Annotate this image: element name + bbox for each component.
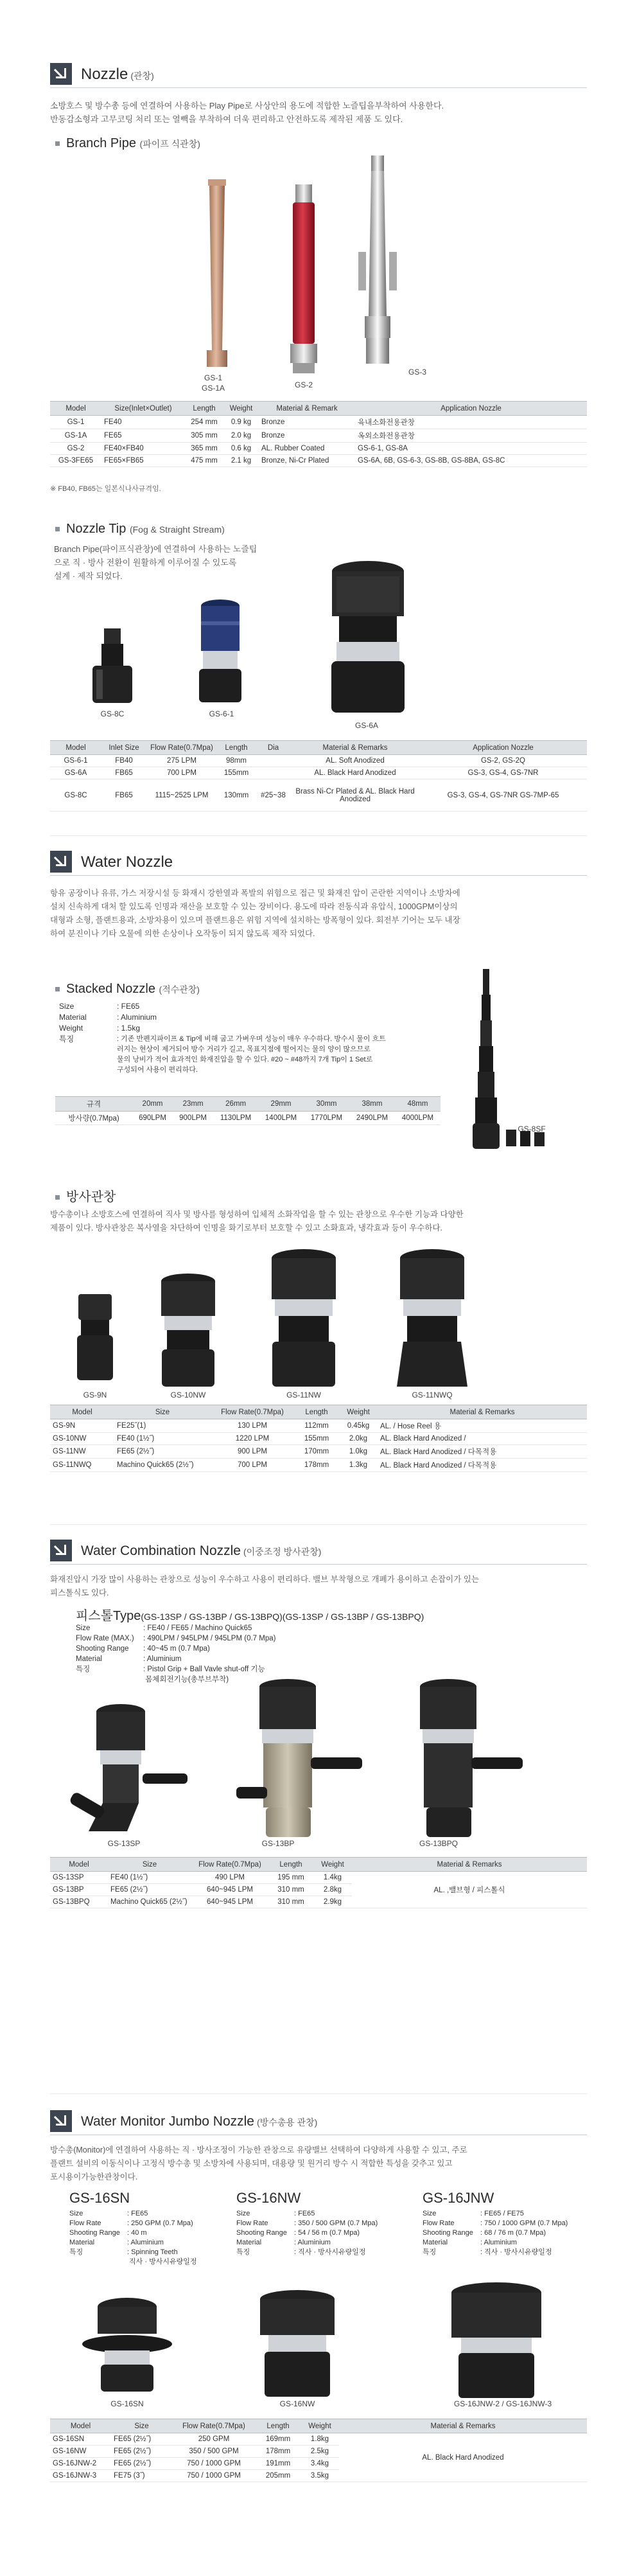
table-row: GS-1A FE65 305 mm 2.0 kg Bronze 옥외소화전용관창	[50, 429, 587, 443]
table-note: ※ FB40, FB65는 일본식나사규격임.	[50, 485, 161, 493]
section-separator	[50, 1524, 587, 1525]
combination-nozzle-section	[50, 1536, 587, 2063]
monitor-header	[50, 2106, 587, 2135]
section-title: Water Nozzle	[81, 853, 173, 871]
branch-pipe-spec-table: Model Size(Inlet×Outlet) Length Weight Material & Remark Application Nozzle GS-1 FE40 254 mm 0.9 kg Bronze 육내소화전용관창 GS-1A FE65 305 mm 2.0 kg Bronze 옥외소화전용관창 GS-2 FE40×FB40 365 mm 0.6 kg AL. Rubber Coated GS-6-1, GS-8A GS-3FE65 FE65×FB65 475 mm 2.1 kg Bronze, Ni-Cr Plated GS-6A, 6B, GS-6-3, GS-8B, GS-8BA, GS-8C	[50, 401, 587, 467]
divider	[50, 875, 587, 876]
table-row: GS-6-1 FB40 275 LPM 98mm AL. Soft Anodized GS-2, GS-2Q	[50, 755, 587, 767]
combination-spec-table: Model Size Flow Rate(0.7Mpa) Length Weight Material & Remarks GS-13SP FE40 (1½˝) 490 LPM 195 mm 1.4kg AL. ,밸브형 / 피스톨식 GS-13BP FE65 (2½˝) 640~945 LPM 310 mm 2.8kg GS-13BPQ Machino Quick65 (2½˝) 640~945 LPM 310 mm 2.9kg	[50, 1857, 587, 1908]
section-description: 항유 공장이나 유류, 가스 저장시설 등 화재시 강한열과 폭발의 위험으로 접근 및 화재진 압이 곤란한 지역이나 소방차에 설치 신속하게 대처 할 있도록 인명과 재산을 보호할 수 있는 장비이다. 용도에 따라 전동식과 유압식, 1000GPM이상의 대형과 소형, 플랜트용과, 소방차용이 있으며 플랜트용은 위험 지역에 설치하는 방폭형이 있다. 회전부 기어는 모두 내장 하여 분진이나 기타 오물에 의한 손상이나 오작동이 되지 않도록 제작 되었다.	[50, 889, 460, 938]
bangsa-title: 방사관창	[55, 1186, 116, 1205]
gs-13bp-combination-nozzle-image	[223, 1674, 371, 1841]
label-gs-16jnw: GS-16JNW-2 / GS-16JNW-3	[453, 2399, 552, 2408]
table-row: GS-16SN FE65 (2½˝) 250 GPM 169mm 1.8kg AL. Black Hard Anodized	[50, 2433, 587, 2446]
section-description: 화재진압시 가장 많이 사용하는 관창으로 성능이 우수하고 사용이 편리하다. 밸브 부착형으로 개폐가 용이하고 손잡이가 있는 피스톨식도 있다.	[50, 1575, 479, 1597]
stacked-nozzle-specs: Size : FE65 Material : Aluminium Weight : 1.5kg 특징 : 기존 반펜지파이프 & Tip에 비해 굽고 가벼우며 성능이 매우 우수하다. 방수시 물이 흐트 러지는 현상이 제거되어 방수 거리가 길고, 목표지점에 떨어지는 물의 양이 많으므로 물의 낭비가 적어 효과적인 화재진압을 할 수 있다. #20 ~ #48까지 7개 Tip이 1 Set로 구성되어 사용이 편리하다.	[59, 1002, 386, 1074]
gs-16jnw-monitor-nozzle-image	[435, 2280, 557, 2402]
gs-1-branch-pipe-image	[198, 178, 236, 371]
label-gs-11nwq: GS-11NWQ	[412, 1390, 453, 1399]
label-gs-16nw: GS-16NW	[279, 2399, 315, 2408]
bullet-icon	[55, 1195, 60, 1200]
section-description: 소방호스 및 방수총 등에 연결하여 사용하는 Play Pipe로 사상안의 용도에 적합한 노즐팁을부착하여 사용한다. 반동감소형과 고무코팅 처리 또는 열빽을 부착하여 더욱 편리하고 안전하도록 제작된 제품 도 있다.	[50, 101, 444, 124]
nozzle-tip-spec-table: Model Inlet Size Flow Rate(0.7Mpa) Length Dia Material & Remarks Application Nozzle GS-6-1 FB40 275 LPM 98mm AL. Soft Anodized GS-2, GS-2Q GS-6A FB65 700 LPM 155mm AL. Black Hard Anodized GS-3, GS-4, GS-7NR GS-8C FB65 1115~2525 LPM 130mm #25~38 Brass Ni-Cr Plated & AL. Black Hard Anodized GS-3, GS-4, GS-7NR GS-7MP-65	[50, 740, 587, 812]
monitor-nozzle-section	[50, 2106, 587, 2569]
label-gs-6-1: GS-6-1	[209, 709, 234, 718]
section-title: Water Monitor Jumbo Nozzle (방수총용 관창)	[81, 2114, 318, 2129]
gs-2-branch-pipe-image	[281, 184, 326, 377]
table-row: GS-16JNW-2 FE65 (2½˝) 750 / 1000 GPM 191mm 3.4kg	[50, 2458, 587, 2470]
bullet-icon	[55, 527, 60, 531]
label-gs-11nw: GS-11NW	[286, 1390, 321, 1399]
arrow-down-right-icon	[50, 2110, 72, 2132]
label-gs-2: GS-2	[294, 380, 313, 389]
gs-11nw-nozzle-image	[262, 1245, 345, 1390]
table-row: GS-1 FE40 254 mm 0.9 kg Bronze 육내소화전용관창	[50, 416, 587, 429]
nozzle-header	[50, 59, 587, 87]
branch-pipe-title: Branch Pipe (파이프 식관창)	[55, 136, 200, 151]
label-gs-13bp: GS-13BP	[261, 1839, 295, 1848]
combination-header	[50, 1536, 587, 1564]
table-row: GS-16NW FE65 (2½˝) 350 / 500 GPM 178mm 2.5kg	[50, 2446, 587, 2458]
table-row: GS-3FE65 FE65×FB65 475 mm 2.1 kg Bronze, Ni-Cr Plated GS-6A, 6B, GS-6-3, GS-8B, GS-8BA, GS-8C	[50, 455, 587, 467]
combination-remark: AL. ,밸브형 / 피스톨식	[352, 1872, 587, 1908]
gs-16nw-monitor-nozzle-image	[243, 2286, 352, 2402]
label-gs-6a: GS-6A	[354, 721, 378, 730]
monitor-spec-table: Model Size Flow Rate(0.7Mpa) Length Weight Material & Remarks GS-16SN FE65 (2½˝) 250 GPM 169mm 1.8kg AL. Black Hard Anodized GS-16NW FE65 (2½˝) 350 / 500 GPM 178mm 2.5kg GS-16JNW-2 FE65 (2½˝) 750 / 1000 GPM 191mm 3.4kg GS-16JNW-3 FE75 (3˝) 750 / 1000 GPM 205mm 3.5kg	[50, 2419, 587, 2482]
stacked-nozzle-flow-table: 규격 20mm 23mm 26mm 29mm 30mm 38mm 48mm 방사량(0.7Mpa) 690LPM 900LPM 1130LPM 1400LPM 1770LPM 2490LPM 4000LPM	[55, 1096, 441, 1125]
gs-16sn-specs: Size : FE65 Flow Rate : 250 GPM (0.7 Mpa) Shooting Range : 40 m Material : Aluminium 특징 : Spinning Teeth 직사 · 방사시유량일정	[69, 2210, 197, 2266]
gs-16nw-title: GS-16NW	[236, 2190, 301, 2206]
bangsa-description: 방수총이나 소방호스에 연결하여 직사 및 방사를 형성하여 입체적 소화작업을 할 수 있는 관창으로 우수한 기능과 다양한 제품이 있다. 방사관창은 복사열을 차단하여 인명을 화기로부터 보호할 수 있고 소화효과, 냉각효과 등이 우수하다.	[50, 1210, 464, 1232]
arrow-down-right-icon	[50, 851, 72, 873]
table-row: GS-10NW FE40 (1½˝) 1220 LPM 155mm 2.0kg AL. Black Hard Anodized /	[50, 1433, 587, 1445]
pistol-type-specs: Size : FE40 / FE65 / Machino Quick65 Flow Rate (MAX.) : 490LPM / 945LPM / 945LPM (0.7 Mpa) Shooting Range : 40~45 m (0.7 Mpa) Material : Aluminium 특징 : Pistol Grip + Ball Vavle shut-off 기능 몸체회전기능(총부브부착)	[76, 1624, 276, 1683]
gs-13sp-combination-nozzle-image	[63, 1696, 198, 1838]
gs-16jnw-specs: Size : FE65 / FE75 Flow Rate : 750 / 1000 GPM (0.7 Mpa) Shooting Range : 68 / 76 m (0.7 Mpa) Material : Aluminium 특징 : 직사 · 방사시유량일정	[423, 2210, 568, 2256]
gs-11nwq-nozzle-image	[384, 1245, 480, 1390]
nozzle-tip-description: Branch Pipe(파이프식관창)에 연결하여 사용하는 노즐팁 으로 직 · 방사 전환이 원활하게 이루어질 수 있도록 설계 · 제작 되었다.	[54, 544, 257, 581]
table-row: 방사량(0.7Mpa) 690LPM 900LPM 1130LPM 1400LPM 1770LPM 2490LPM 4000LPM	[55, 1112, 441, 1125]
table-row: GS-11NW FE65 (2½˝) 900 LPM 170mm 1.0kg AL. Black Hard Anodized / 다목적용	[50, 1445, 587, 1459]
arrow-down-right-icon	[50, 63, 72, 85]
table-row: GS-6A FB65 700 LPM 155mm AL. Black Hard Anodized GS-3, GS-4, GS-7NR	[50, 767, 587, 779]
table-row: GS-13BPQ Machino Quick65 (2½˝) 640~945 LPM 310 mm 2.9kg	[50, 1896, 587, 1908]
nozzle-section	[50, 59, 587, 824]
section-title: Nozzle (관창)	[81, 66, 154, 83]
divider	[50, 87, 587, 88]
table-row: GS-9N FE25˝(1) 130 LPM 112mm 0.45kg AL. / Hose Reel 용	[50, 1419, 587, 1433]
gs-16nw-specs: Size : FE65 Flow Rate : 350 / 500 GPM (0.7 Mpa) Shooting Range : 54 / 56 m (0.7 Mpa) Material : Aluminium 특징 : 직사 · 방사시유량일정	[236, 2210, 378, 2256]
monitor-remark: AL. Black Hard Anodized	[339, 2433, 587, 2482]
section-title: Water Combination Nozzle (이중조정 방사관창)	[81, 1543, 322, 1558]
gs-8c-nozzle-tip-image	[83, 625, 141, 708]
gs-10nw-nozzle-image	[153, 1271, 223, 1390]
gs-16jnw-title: GS-16JNW	[423, 2190, 494, 2206]
label-gs-1a: GS-1A	[202, 384, 225, 393]
label-gs-9n: GS-9N	[83, 1390, 107, 1399]
water-nozzle-section	[50, 847, 587, 1502]
nozzle-tip-title: Nozzle Tip (Fog & Straight Stream)	[55, 522, 225, 537]
gs-9n-nozzle-image	[69, 1290, 121, 1387]
label-gs-16sn: GS-16SN	[110, 2399, 144, 2408]
label-gs-13sp: GS-13SP	[107, 1839, 141, 1848]
divider	[50, 1564, 587, 1565]
label-gs-10nw: GS-10NW	[170, 1390, 206, 1399]
label-gs-13bpq: GS-13BPQ	[419, 1839, 458, 1848]
section-separator	[50, 835, 587, 836]
water-nozzle-header	[50, 847, 587, 875]
bangsa-spec-table: Model Size Flow Rate(0.7Mpa) Length Weight Material & Remarks GS-9N FE25˝(1) 130 LPM 112mm 0.45kg AL. / Hose Reel 용 GS-10NW FE40 (1½˝) 1220 LPM 155mm 2.0kg AL. Black Hard Anodized / GS-11NW FE65 (2½˝) 900 LPM 170mm 1.0kg AL. Black Hard Anodized / 다목적용 GS-11NWQ Machino Quick65 (2½˝) 700 LPM 178mm 1.3kg AL. Black Hard Anodized / 다목적용	[50, 1405, 587, 1472]
gs-6-1-nozzle-tip-image	[191, 596, 249, 708]
gs-6a-nozzle-tip-image	[320, 557, 416, 721]
arrow-down-right-icon	[50, 1540, 72, 1561]
label-gs-1: GS-1	[204, 373, 223, 382]
table-row: GS-2 FE40×FB40 365 mm 0.6 kg AL. Rubber Coated GS-6-1, GS-8A	[50, 443, 587, 455]
label-gs-3: GS-3	[408, 368, 426, 377]
table-row: GS-11NWQ Machino Quick65 (2½˝) 700 LPM 178mm 1.3kg AL. Black Hard Anodized / 다목적용	[50, 1459, 587, 1472]
bullet-icon	[55, 141, 60, 146]
stacked-nozzle-title: Stacked Nozzle (적수관창)	[55, 982, 200, 997]
table-row: GS-16JNW-3 FE75 (3˝) 750 / 1000 GPM 205mm 3.5kg	[50, 2470, 587, 2482]
table-row: GS-8C FB65 1115~2525 LPM 130mm #25~38 Brass Ni-Cr Plated & AL. Black Hard Anodized GS-3, GS-4, GS-7NR GS-7MP-65	[50, 779, 587, 812]
section-description: 방수총(Monitor)에 연결하여 사용하는 직 · 방사조정이 가능한 관창으로 유량밸브 선택하여 다양하게 사용할 수 있고, 주로 플랜트 설비의 이동식이나 고정식 방수총 및 소방차에 사용되며, 대용량 및 원거리 방수 시 적합한 특성을 갖추고 있고 포시용이가능한관창이다.	[50, 2145, 467, 2181]
gs-16sn-monitor-nozzle-image	[73, 2293, 182, 2395]
label-gs-8c: GS-8C	[100, 709, 125, 718]
gs-16sn-title: GS-16SN	[69, 2190, 130, 2206]
table-row: GS-13BP FE65 (2½˝) 640~945 LPM 310 mm 2.8kg	[50, 1884, 587, 1896]
label-gs-8sf: GS-8SF	[518, 1124, 546, 1133]
table-row: GS-13SP FE40 (1½˝) 490 LPM 195 mm 1.4kg AL. ,밸브형 / 피스톨식	[50, 1872, 587, 1884]
section-separator	[50, 2093, 587, 2094]
gs-3-branch-pipe-image	[352, 155, 403, 374]
gs-13bpq-combination-nozzle-image	[384, 1674, 532, 1841]
pistol-type-title: 피스톨Type(GS-13SP / GS-13BP / GS-13BPQ)(GS-13SP / GS-13BP / GS-13BPQ)	[76, 1609, 424, 1623]
bullet-icon	[55, 987, 60, 991]
